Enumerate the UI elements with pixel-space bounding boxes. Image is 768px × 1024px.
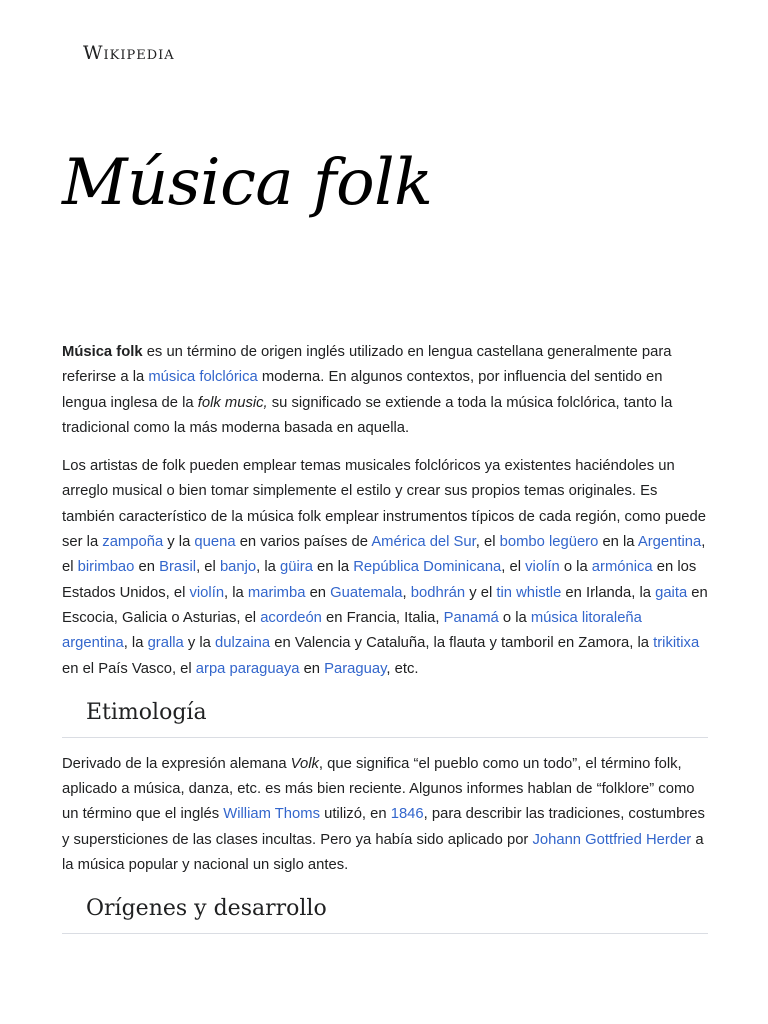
- etimologia-paragraph: Derivado de la expresión alemana Volk, que significa “el pueblo como un todo”, el término folk, aplicado a música, danza, etc. es más bien reciente. Algunos informes hablan de “folklore” como un término que el inglés William Thoms utilizó, en 1846, para describir las tradiciones, costumbres y supersticiones de las clases incultas. Pero ya había sido aplicado por Johann Gottfried Herder a la música popular y nacional un siglo antes.: [62, 755, 705, 874]
- link-trikitixa[interactable]: trikitixa: [653, 635, 700, 652]
- link-tin-whistle[interactable]: tin whistle: [496, 584, 562, 601]
- intro-paragraph-1: Música folk es un término de origen inglés utilizado en lengua castellana generalmente para referirse a la música folclórica moderna. En algunos contextos, por influencia del sentido en lengua inglesa de la folk music, su significado se extiende a toda la música folclórica, tanto la tradicional como la más moderna basada en aquella.: [62, 344, 673, 436]
- link-marimba[interactable]: marimba: [247, 584, 306, 601]
- link-quena[interactable]: quena: [194, 534, 236, 551]
- italic-term: Volk: [290, 755, 319, 772]
- link-armonica[interactable]: armónica: [591, 559, 653, 576]
- link-panama[interactable]: Panamá: [443, 609, 499, 626]
- italic-term: folk music,: [197, 394, 268, 411]
- link-arpa-paraguaya[interactable]: arpa paraguaya: [195, 660, 300, 677]
- link-zampona[interactable]: zampoña: [102, 534, 164, 551]
- link-bombo-leguero[interactable]: bombo legüero: [499, 534, 599, 551]
- link-johann-gottfried-herder[interactable]: Johann Gottfried Herder: [532, 831, 692, 848]
- page-title: Música folk: [62, 146, 433, 220]
- link-musica-litoralena-argentina[interactable]: música litoraleña argentina: [62, 609, 642, 652]
- link-brasil[interactable]: Brasil: [159, 559, 197, 576]
- section-heading-origenes[interactable]: Orígenes y desarrollo: [62, 896, 708, 934]
- link-acordeon[interactable]: acordeón: [260, 609, 322, 626]
- section-heading-etimologia[interactable]: Etimología: [62, 700, 708, 738]
- link-guatemala[interactable]: Guatemala: [330, 584, 403, 601]
- article-body: [62, 340, 708, 948]
- link-william-thoms[interactable]: William Thoms: [223, 806, 320, 823]
- link-bodhran[interactable]: bodhrán: [410, 584, 466, 601]
- bold-term: Música folk: [62, 344, 143, 360]
- link-gaita[interactable]: gaita: [655, 584, 688, 601]
- link-america-del-sur[interactable]: América del Sur: [371, 534, 476, 551]
- link-banjo[interactable]: banjo: [219, 559, 257, 576]
- link-1846[interactable]: 1846: [390, 806, 424, 823]
- link-gralla[interactable]: gralla: [147, 635, 184, 652]
- wikipedia-logo[interactable]: Wikipedia: [83, 42, 175, 64]
- intro-paragraph-2: Los artistas de folk pueden emplear temas musicales folclóricos ya existentes haciéndoles un arreglo musical o bien tomar simplemente el estilo y crear sus propios temas originales. Es también característico de la música folk emplear instrumentos típicos de cada región, como puede ser la zampoña y la quena en varios países de América del Sur, el bombo legüero en la Argentina, el birimbao en Brasil, el banjo, la güira en la República Dominicana, el violín o la armónica en los Estados Unidos, el violín, la marimba en Guatemala, bodhrán y el tin whistle en Irlanda, la gaita en Escocia, Galicia o Asturias, el acordeón en Francia, Italia, Panamá o la música litoraleña argentina, la gralla y la dulzaina en Valencia y Cataluña, la flauta y tamboril en Zamora, la trikitixa en el País Vasco, el arpa paraguaya en Paraguay, etc.: [62, 458, 708, 677]
- link-violin-2[interactable]: violín: [189, 584, 225, 601]
- link-guira[interactable]: güira: [280, 559, 313, 576]
- link-musica-folclorica[interactable]: música folclórica: [148, 369, 258, 386]
- link-republica-dominicana[interactable]: República Dominicana: [353, 559, 502, 576]
- link-argentina[interactable]: Argentina: [637, 534, 702, 551]
- link-violin[interactable]: violín: [525, 559, 560, 576]
- link-dulzaina[interactable]: dulzaina: [215, 635, 271, 652]
- link-paraguay[interactable]: Paraguay: [324, 660, 387, 677]
- link-birimbao[interactable]: birimbao: [77, 559, 135, 576]
